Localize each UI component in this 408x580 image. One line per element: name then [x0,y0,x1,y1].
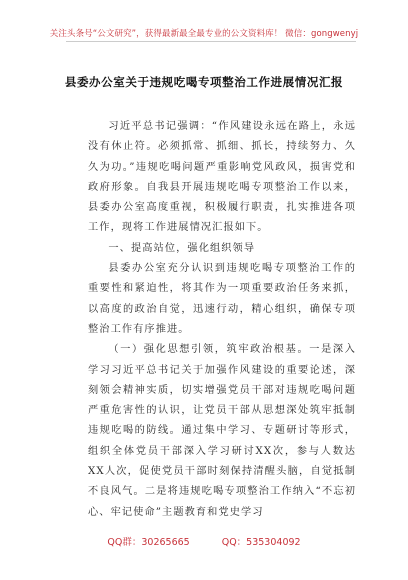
footer-qq: QQ：535304092 [221,537,301,548]
body-paragraph: 习近平总书记强调：“作风建设永远在路上，永远没有休止符。必须抓常、抓细、抓长，持续努力、久久为功。”违规吃喝问题严重影响党风政风，损害党和政府形象。自我县开展违规吃喝专项整治工作以来，县委办公室高度重视，积极履行职责，扎实推进各项工作，现将工作进展情况汇报如下。 [88,121,356,234]
header-note: 关注头条号“公文研究”，获得最新最全最专业的公文资料库！ 微信：gongwenyj [49,29,359,39]
body-paragraph: （一）强化思想引领，筑牢政治根基。一是深入学习习近平总书记关于加强作风建设的重要论述，深刻领会精神实质，切实增强党员干部对违规吃喝问题严重危害性的认识，让党员干部从思想深处筑牢抵制违规吃喝的防线。通过集中学习、专题研讨等形式，组织全体党员干部深入学习研讨XX次，参与人数达XX人次，促使党员干部时刻保持清醒头脑，自觉抵制不良风气。二是将违规吃喝专项整治工作纳入“不忘初心、牢记使命”主题教育和党史学习 [88,344,356,518]
body-paragraph: 县委办公室充分认识到违规吃喝专项整治工作的重要性和紧迫性，将其作为一项重要政治任务来抓，以高度的政治自觉，迅速行动，精心组织，确保专项整治工作有序推进。 [88,263,356,335]
section-heading: 一、提高站位，强化组织领导 [108,242,256,254]
document-body [88,117,356,523]
footer-contact [0,534,408,548]
document-title: 县委办公室关于违规吃喝专项整治工作进展情况汇报 [64,75,344,89]
header-divider [66,41,356,42]
footer-qq-group: QQ群：30265665 [107,537,190,548]
